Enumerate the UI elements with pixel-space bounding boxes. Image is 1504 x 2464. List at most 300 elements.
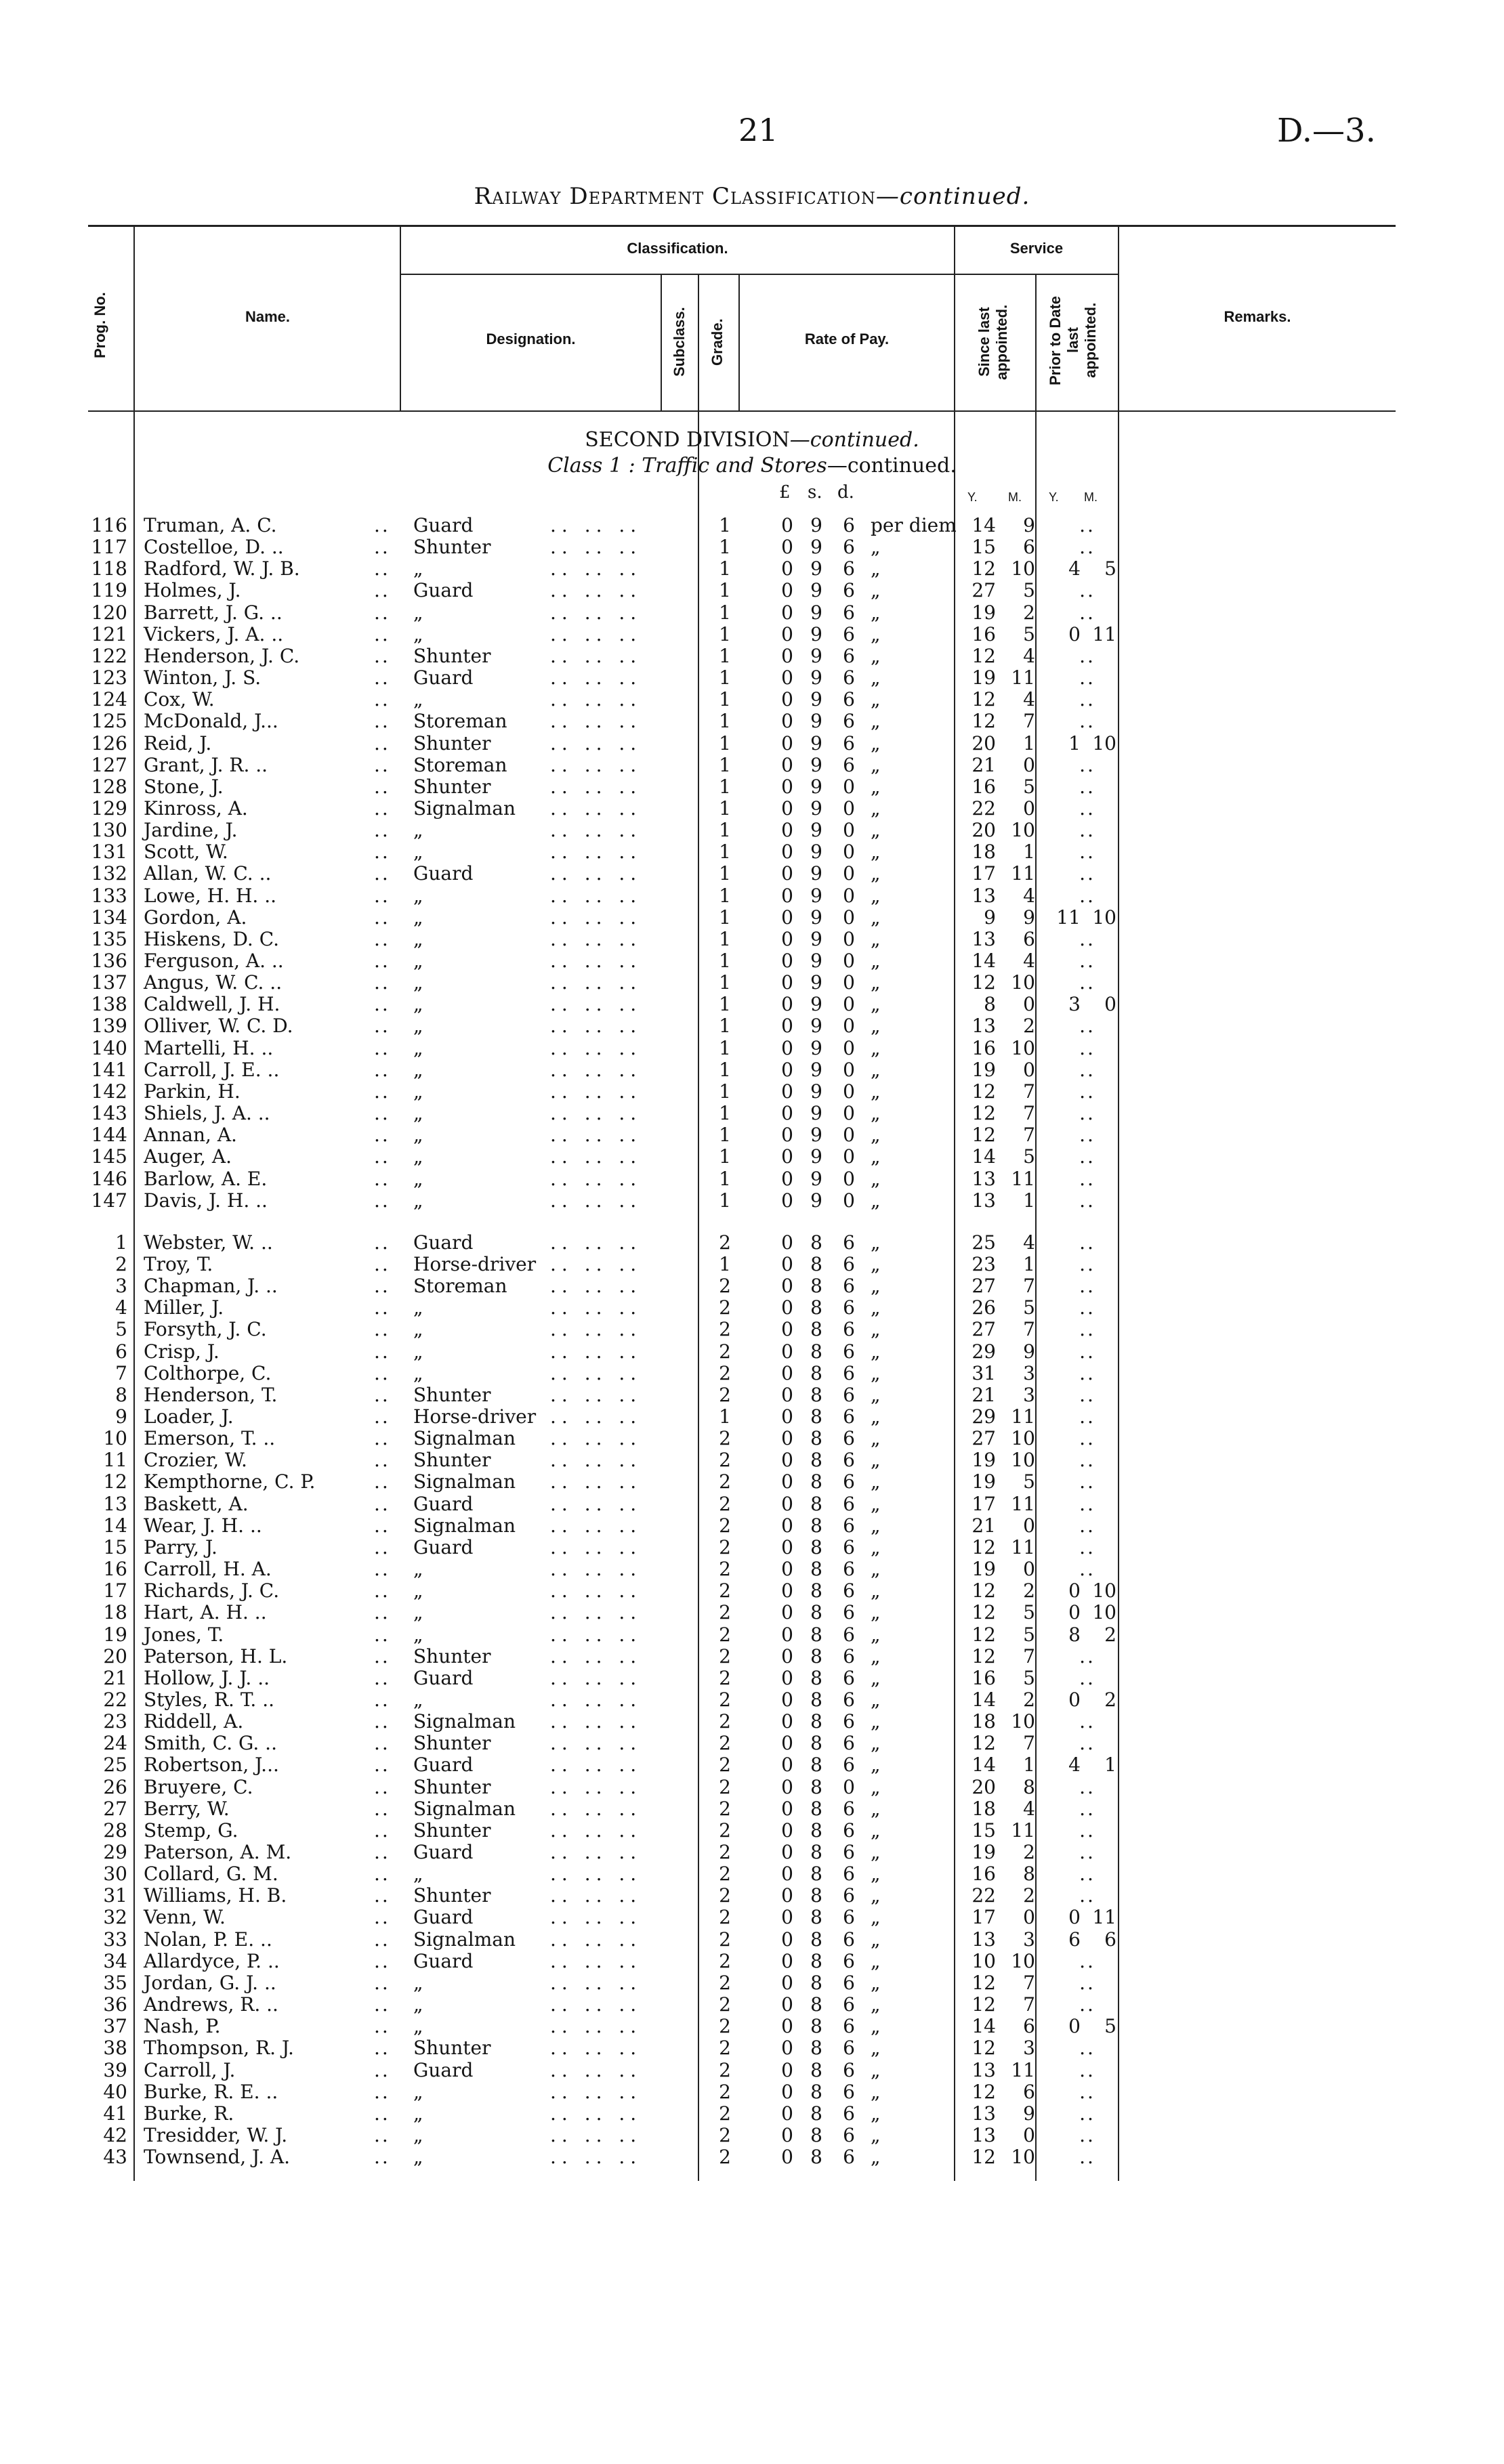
designation-cell: Shunter <box>413 1775 491 1798</box>
service-years-cell: 27 <box>972 1318 996 1341</box>
service-years-cell: 13 <box>972 1015 996 1038</box>
class-and: and <box>715 454 755 477</box>
leader-dots: .. .. .. <box>550 2037 642 2060</box>
leader-dots: .. .. .. <box>550 1535 642 1558</box>
leader-dots: .. <box>374 971 390 994</box>
service-months-cell: 5 <box>1023 622 1035 645</box>
leader-dots: .. .. .. <box>550 1928 642 1951</box>
pay-note-cell: „ <box>871 1167 881 1190</box>
pay-pounds-cell: 0 <box>781 1015 793 1038</box>
pay-shillings-cell: 8 <box>810 1579 822 1602</box>
prog-no-cell: 127 <box>91 753 127 776</box>
grade-cell: 1 <box>719 622 731 645</box>
leader-dots: .. <box>374 514 390 536</box>
pay-pounds-cell: 0 <box>781 688 793 711</box>
service-months-cell: 5 <box>1023 579 1035 602</box>
pay-pence-cell: 0 <box>843 1145 855 1168</box>
prog-no-cell: 12 <box>103 1470 127 1493</box>
empty-prior-dots: .. <box>1079 1252 1095 1275</box>
designation-cell: „ <box>413 1623 423 1646</box>
pay-shillings-cell: 8 <box>810 1558 822 1581</box>
grade-cell: 2 <box>719 1906 731 1929</box>
pay-shillings-cell: 8 <box>810 1710 822 1733</box>
designation-cell: Shunter <box>413 1644 491 1668</box>
leader-dots: .. .. .. <box>550 1863 642 1886</box>
pay-pence-cell: 6 <box>843 1579 855 1602</box>
name-cell: Winton, J. S. <box>144 666 262 689</box>
leader-dots: .. .. .. <box>550 993 642 1016</box>
empty-prior-dots: .. <box>1079 1558 1095 1581</box>
table-row <box>0 1428 1504 1449</box>
pay-pounds-cell: 0 <box>781 1036 793 1059</box>
prior-months-cell: 11 <box>1092 622 1116 645</box>
grade-cell: 2 <box>719 1819 731 1842</box>
service-years-cell: 12 <box>972 1080 996 1103</box>
service-months-cell: 0 <box>1023 993 1035 1016</box>
grade-cell: 2 <box>719 2015 731 2038</box>
table-row <box>0 1124 1504 1146</box>
table-row <box>0 1885 1504 1907</box>
pay-shillings-cell: 8 <box>810 2123 822 2146</box>
prog-no-cell: 136 <box>91 950 127 972</box>
prior-years-cell: 3 <box>1068 993 1081 1016</box>
pay-note-cell: „ <box>871 710 881 733</box>
empty-prior-dots: .. <box>1079 1819 1095 1842</box>
pay-note-cell: „ <box>871 1775 881 1798</box>
pay-pounds-cell: 0 <box>781 1535 793 1558</box>
unit-months: M. <box>1008 490 1022 504</box>
pay-pence-cell: 6 <box>843 644 855 667</box>
service-years-cell: 19 <box>972 1558 996 1581</box>
name-cell: Reid, J. <box>144 731 212 755</box>
pay-shillings-cell: 8 <box>810 1949 822 1972</box>
leader-dots: .. <box>374 796 390 820</box>
prog-no-cell: 117 <box>91 536 127 559</box>
header-bottom-rule <box>88 410 1396 412</box>
unit-years-prior: Y. <box>1049 490 1059 504</box>
prog-no-cell: 24 <box>103 1732 127 1755</box>
name-cell: Hollow, J. J. .. <box>144 1666 270 1689</box>
service-months-cell: 8 <box>1023 1863 1035 1886</box>
pay-shillings-cell: 8 <box>810 2015 822 2038</box>
table-row <box>0 1798 1504 1820</box>
pay-note-cell: „ <box>871 1949 881 1972</box>
service-years-cell: 12 <box>972 2080 996 2103</box>
pay-note-cell: „ <box>871 950 881 972</box>
name-cell: Henderson, T. <box>144 1383 278 1406</box>
pay-shillings-cell: 9 <box>810 1058 822 1081</box>
prog-no-cell: 146 <box>91 1167 127 1190</box>
prior-years-cell: 6 <box>1068 1928 1081 1951</box>
name-cell: Truman, A. C. <box>144 514 277 536</box>
service-months-cell: 2 <box>1023 1015 1035 1038</box>
pay-shillings-cell: 9 <box>810 579 822 602</box>
leader-dots: .. .. .. <box>550 536 642 559</box>
name-cell: Styles, R. T. .. <box>144 1688 274 1711</box>
service-years-cell: 22 <box>972 1884 996 1907</box>
pay-pence-cell: 0 <box>843 1015 855 1038</box>
leader-dots: .. .. .. <box>550 644 642 667</box>
empty-prior-dots: .. <box>1079 688 1095 711</box>
pay-pounds-cell: 0 <box>781 514 793 536</box>
pay-pounds-cell: 0 <box>781 1579 793 1602</box>
prog-no-cell: 128 <box>91 775 127 798</box>
leader-dots: .. <box>374 1318 390 1341</box>
pay-shillings-cell: 9 <box>810 1167 822 1190</box>
designation-cell: „ <box>413 1688 423 1711</box>
designation-cell: Storeman <box>413 753 507 776</box>
pay-note-cell: „ <box>871 1275 881 1298</box>
pay-pence-cell: 6 <box>843 1754 855 1777</box>
service-years-cell: 16 <box>972 1666 996 1689</box>
table-row <box>0 2016 1504 2037</box>
pay-pounds-cell: 0 <box>781 862 793 885</box>
pay-note-cell: „ <box>871 622 881 645</box>
service-months-cell: 5 <box>1023 775 1035 798</box>
pay-pounds-cell: 0 <box>781 753 793 776</box>
pay-pounds-cell: 0 <box>781 579 793 602</box>
pay-note-cell: „ <box>871 1427 881 1450</box>
pay-shillings-cell: 8 <box>810 1361 822 1384</box>
prior-years-cell: 4 <box>1068 557 1081 580</box>
pay-note-cell: „ <box>871 1231 881 1254</box>
service-months-cell: 11 <box>1011 1492 1035 1515</box>
grade-cell: 1 <box>719 557 731 580</box>
service-years-cell: 12 <box>972 2037 996 2060</box>
leader-dots: .. .. .. <box>550 1145 642 1168</box>
pay-note-cell: „ <box>871 1252 881 1275</box>
prog-no-cell: 140 <box>91 1036 127 1059</box>
designation-cell: Guard <box>413 862 474 885</box>
service-years-cell: 8 <box>984 993 996 1016</box>
grade-cell: 2 <box>719 2123 731 2146</box>
leader-dots: .. <box>374 1819 390 1842</box>
service-months-cell: 11 <box>1011 1819 1035 1842</box>
grade-cell: 2 <box>719 1558 731 1581</box>
pay-shillings-cell: 8 <box>810 1884 822 1907</box>
service-years-cell: 13 <box>972 1167 996 1190</box>
pay-note-cell: „ <box>871 1797 881 1820</box>
service-years-cell: 12 <box>972 1623 996 1646</box>
header-since-last-appointed: Since last appointed. <box>976 304 1010 380</box>
prog-no-cell: 10 <box>103 1427 127 1450</box>
leader-dots: .. <box>374 1275 390 1298</box>
leader-dots: .. .. .. <box>550 1971 642 1994</box>
name-cell: Lowe, H. H. .. <box>144 884 277 907</box>
pay-pounds-cell: 0 <box>781 1427 793 1450</box>
table-row <box>0 1471 1504 1493</box>
pay-pounds-cell: 0 <box>781 1993 793 2016</box>
pay-note-cell: „ <box>871 1884 881 1907</box>
empty-prior-dots: .. <box>1079 601 1095 624</box>
pay-pence-cell: 6 <box>843 1514 855 1537</box>
pay-shillings-cell: 9 <box>810 514 822 536</box>
prior-months-cell: 1 <box>1104 1754 1116 1777</box>
prior-years-cell: 11 <box>1056 906 1081 929</box>
header-subclass: Subclass. <box>671 307 688 377</box>
pay-pounds-cell: 0 <box>781 1102 793 1125</box>
prog-no-cell: 126 <box>91 731 127 755</box>
division-continued: —continued. <box>789 428 919 452</box>
pay-pence-cell: 6 <box>843 1797 855 1820</box>
service-years-cell: 21 <box>972 753 996 776</box>
pay-note-cell: „ <box>871 1015 881 1038</box>
pay-pounds-cell: 0 <box>781 1189 793 1212</box>
designation-cell: Storeman <box>413 710 507 733</box>
grade-cell: 1 <box>719 1167 731 1190</box>
service-months-cell: 4 <box>1023 884 1035 907</box>
pay-shillings-cell: 8 <box>810 1383 822 1406</box>
leader-dots: .. <box>374 1797 390 1820</box>
pay-pence-cell: 6 <box>843 1601 855 1624</box>
service-years-cell: 20 <box>972 819 996 842</box>
service-months-cell: 10 <box>1011 1427 1035 1450</box>
pay-note-cell: „ <box>871 1732 881 1755</box>
pay-note-cell: „ <box>871 1971 881 1994</box>
prog-no-cell: 37 <box>103 2015 127 2038</box>
empty-prior-dots: .. <box>1079 1514 1095 1537</box>
pay-pounds-cell: 0 <box>781 1928 793 1951</box>
unit-pound: £ <box>779 482 791 503</box>
service-months-cell: 11 <box>1011 862 1035 885</box>
empty-prior-dots: .. <box>1079 2146 1095 2169</box>
pay-note-cell: „ <box>871 644 881 667</box>
pay-shillings-cell: 8 <box>810 1644 822 1668</box>
service-months-cell: 4 <box>1023 644 1035 667</box>
pay-shillings-cell: 8 <box>810 1296 822 1319</box>
designation-cell: Signalman <box>413 1514 516 1537</box>
service-years-cell: 19 <box>972 601 996 624</box>
leader-dots: .. <box>374 601 390 624</box>
service-months-cell: 4 <box>1023 950 1035 972</box>
pay-pounds-cell: 0 <box>781 601 793 624</box>
prog-no-cell: 5 <box>115 1318 127 1341</box>
prog-no-cell: 25 <box>103 1754 127 1777</box>
service-months-cell: 0 <box>1023 2123 1035 2146</box>
pay-shillings-cell: 9 <box>810 1015 822 1038</box>
service-years-cell: 15 <box>972 1819 996 1842</box>
pay-pounds-cell: 0 <box>781 2123 793 2146</box>
pay-pence-cell: 0 <box>843 1124 855 1147</box>
pay-pence-cell: 6 <box>843 1558 855 1581</box>
prog-no-cell: 134 <box>91 906 127 929</box>
empty-prior-dots: .. <box>1079 1145 1095 1168</box>
grade-cell: 1 <box>719 688 731 711</box>
prog-no-cell: 4 <box>115 1296 127 1319</box>
table-row <box>0 1363 1504 1384</box>
prior-years-cell: 0 <box>1068 2015 1081 2038</box>
service-years-cell: 15 <box>972 536 996 559</box>
empty-prior-dots: .. <box>1079 1535 1095 1558</box>
leader-dots: .. <box>374 1036 390 1059</box>
pay-note-cell: per diem <box>871 514 957 536</box>
pay-pounds-cell: 0 <box>781 1124 793 1147</box>
pay-shillings-cell: 9 <box>810 950 822 972</box>
grade-cell: 2 <box>719 2102 731 2125</box>
pay-pounds-cell: 0 <box>781 1819 793 1842</box>
designation-cell: Shunter <box>413 1383 491 1406</box>
name-cell: Ferguson, A. .. <box>144 950 284 972</box>
pay-note-cell: „ <box>871 1819 881 1842</box>
table-row <box>0 1624 1504 1646</box>
leader-dots: .. .. .. <box>550 1906 642 1929</box>
leader-dots: .. <box>374 731 390 755</box>
pay-pounds-cell: 0 <box>781 2037 793 2060</box>
unit-years: Y. <box>967 490 978 504</box>
service-years-cell: 19 <box>972 666 996 689</box>
service-years-cell: 16 <box>972 1036 996 1059</box>
pay-shillings-cell: 8 <box>810 1841 822 1863</box>
pay-pounds-cell: 0 <box>781 1340 793 1363</box>
designation-cell: Horse-driver <box>413 1405 537 1428</box>
table-row <box>0 1515 1504 1537</box>
pay-pence-cell: 6 <box>843 1666 855 1689</box>
table-row <box>0 1146 1504 1168</box>
designation-cell: Guard <box>413 1231 474 1254</box>
table-row <box>0 1059 1504 1081</box>
service-months-cell: 6 <box>1023 2080 1035 2103</box>
empty-prior-dots: .. <box>1079 1058 1095 1081</box>
prior-years-cell: 0 <box>1068 1579 1081 1602</box>
pay-pence-cell: 0 <box>843 993 855 1016</box>
service-years-cell: 21 <box>972 1383 996 1406</box>
empty-prior-dots: .. <box>1079 1797 1095 1820</box>
pay-pounds-cell: 0 <box>781 1906 793 1929</box>
prog-no-cell: 33 <box>103 1928 127 1951</box>
pay-shillings-cell: 8 <box>810 2102 822 2125</box>
service-months-cell: 1 <box>1023 1754 1035 1777</box>
table-row <box>0 624 1504 645</box>
service-months-cell: 2 <box>1023 1688 1035 1711</box>
designation-cell: „ <box>413 841 423 864</box>
designation-cell: Shunter <box>413 1732 491 1755</box>
class-label: Class 1 : <box>547 454 635 477</box>
grade-cell: 1 <box>719 841 731 864</box>
service-years-cell: 14 <box>972 1145 996 1168</box>
designation-cell: „ <box>413 950 423 972</box>
pay-pounds-cell: 0 <box>781 819 793 842</box>
pay-shillings-cell: 8 <box>810 2146 822 2169</box>
table-row <box>0 1994 1504 2016</box>
pay-shillings-cell: 9 <box>810 1145 822 1168</box>
prog-no-cell: 138 <box>91 993 127 1016</box>
prog-no-cell: 8 <box>115 1383 127 1406</box>
table-row <box>0 1842 1504 1863</box>
pay-pence-cell: 0 <box>843 1080 855 1103</box>
prog-no-cell: 118 <box>91 557 127 580</box>
name-cell: Kempthorne, C. P. <box>144 1470 316 1493</box>
service-years-cell: 10 <box>972 1949 996 1972</box>
service-years-cell: 13 <box>972 1189 996 1212</box>
service-years-cell: 12 <box>972 2146 996 2169</box>
pay-note-cell: „ <box>871 1124 881 1147</box>
empty-prior-dots: .. <box>1079 1167 1095 1190</box>
prog-no-cell: 147 <box>91 1189 127 1212</box>
prog-no-cell: 15 <box>103 1535 127 1558</box>
service-years-cell: 26 <box>972 1296 996 1319</box>
table-row <box>0 1558 1504 1580</box>
service-months-cell: 5 <box>1023 1623 1035 1646</box>
pay-note-cell: „ <box>871 1296 881 1319</box>
table-row <box>0 1602 1504 1623</box>
pay-shillings-cell: 9 <box>810 557 822 580</box>
name-cell: Holmes, J. <box>144 579 241 602</box>
leader-dots: .. <box>374 1080 390 1103</box>
leader-dots: .. .. .. <box>550 1623 642 1646</box>
service-years-cell: 14 <box>972 514 996 536</box>
service-months-cell: 0 <box>1023 1514 1035 1537</box>
service-months-cell: 4 <box>1023 1797 1035 1820</box>
designation-cell: Signalman <box>413 1797 516 1820</box>
service-years-cell: 12 <box>972 1535 996 1558</box>
service-months-cell: 5 <box>1023 1145 1035 1168</box>
pay-pence-cell: 0 <box>843 819 855 842</box>
pay-shillings-cell: 8 <box>810 1906 822 1929</box>
prior-years-cell: 4 <box>1068 1754 1081 1777</box>
leader-dots: .. .. .. <box>550 1231 642 1254</box>
designation-cell: Guard <box>413 666 474 689</box>
name-cell: Caldwell, J. H. <box>144 993 280 1016</box>
name-cell: Stemp, G. <box>144 1819 238 1842</box>
pay-pence-cell: 6 <box>843 1928 855 1951</box>
designation-cell: „ <box>413 1058 423 1081</box>
grade-cell: 2 <box>719 1797 731 1820</box>
prog-no-cell: 144 <box>91 1124 127 1147</box>
pay-pounds-cell: 0 <box>781 2080 793 2103</box>
designation-cell: Signalman <box>413 1710 516 1733</box>
header-top-rule <box>88 225 1396 227</box>
prog-no-cell: 121 <box>91 622 127 645</box>
grade-cell: 2 <box>719 1688 731 1711</box>
service-years-cell: 14 <box>972 1688 996 1711</box>
pay-pence-cell: 6 <box>843 1623 855 1646</box>
designation-cell: „ <box>413 1993 423 2016</box>
grade-cell: 2 <box>719 1361 731 1384</box>
pay-pounds-cell: 0 <box>781 1863 793 1886</box>
pay-pounds-cell: 0 <box>781 1841 793 1863</box>
service-years-cell: 16 <box>972 1863 996 1886</box>
service-months-cell: 1 <box>1023 1189 1035 1212</box>
service-years-cell: 12 <box>972 644 996 667</box>
service-months-cell: 1 <box>1023 731 1035 755</box>
service-months-cell: 7 <box>1023 1102 1035 1125</box>
table-row <box>0 885 1504 907</box>
prog-no-cell: 129 <box>91 796 127 820</box>
designation-cell: Storeman <box>413 1275 507 1298</box>
leader-dots: .. .. .. <box>550 1470 642 1493</box>
pay-pounds-cell: 0 <box>781 1710 793 1733</box>
pay-note-cell: „ <box>871 1492 881 1515</box>
leader-dots: .. <box>374 1971 390 1994</box>
service-months-cell: 0 <box>1023 796 1035 820</box>
pay-note-cell: „ <box>871 579 881 602</box>
pay-note-cell: „ <box>871 1514 881 1537</box>
grade-cell: 1 <box>719 579 731 602</box>
name-cell: Colthorpe, C. <box>144 1361 272 1384</box>
leader-dots: .. .. .. <box>550 1361 642 1384</box>
pay-pounds-cell: 0 <box>781 1558 793 1581</box>
service-months-cell: 8 <box>1023 1775 1035 1798</box>
pay-note-cell: „ <box>871 1036 881 1059</box>
prog-no-cell: 132 <box>91 862 127 885</box>
service-months-cell: 10 <box>1011 1449 1035 1472</box>
table-row <box>0 1754 1504 1776</box>
leader-dots: .. <box>374 1579 390 1602</box>
header-remarks: Remarks. <box>1224 308 1291 325</box>
name-cell: Burke, R. <box>144 2102 234 2125</box>
grade-cell: 2 <box>719 1949 731 1972</box>
pay-pounds-cell: 0 <box>781 557 793 580</box>
